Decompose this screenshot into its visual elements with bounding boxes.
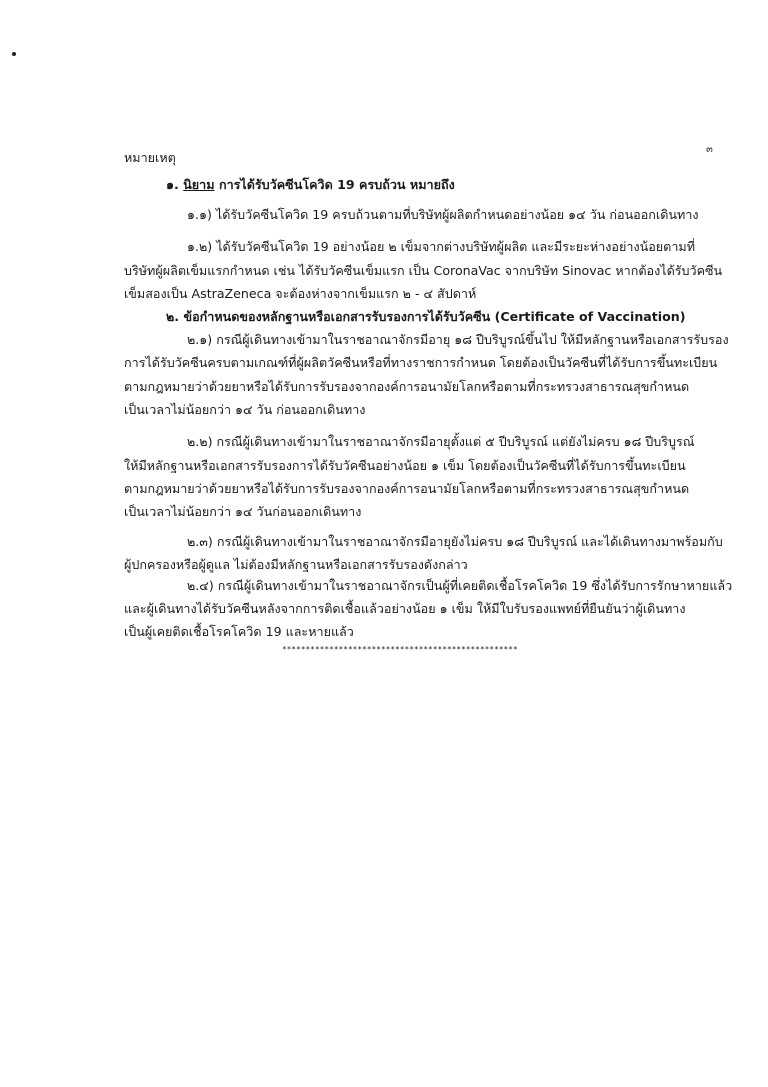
page-number: ๓ — [706, 144, 713, 155]
section1-item1: ๑.๑) ได้รับวัคซีนโควิด 19 ครบถ้วนตามที่บริษัทผู้ผลิตกำหนดอย่างน้อย ๑๔ วัน ก่อนออกเดินทาง — [187, 207, 699, 222]
section2-item2-line2: ให้มีหลักฐานหรือเอกสารรับรองการได้รับวัคซีนอย่างน้อย ๑ เข็ม โดยต้องเป็นวัคซีนที่ได้รับการขึ้นทะเบียน — [124, 458, 686, 473]
end-divider: ************************************************** — [282, 645, 518, 654]
section2-item3-line2: ผู้ปกครองหรือผู้ดูแล ไม่ต้องมีหลักฐานหรือเอกสารรับรองดังกล่าว — [124, 557, 468, 572]
section1-term: นิยาม — [183, 177, 215, 192]
section2-item4-line1: ๒.๔) กรณีผู้เดินทางเข้ามาในราชอาณาจักรเป็นผู้ที่เคยติดเชื้อโรคโควิด 19 ซึ่งได้รับการรักษาหายแล้ว — [187, 578, 733, 593]
section2-item2-line1: ๒.๒) กรณีผู้เดินทางเข้ามาในราชอาณาจักรมีอายุตั้งแต่ ๕ ปีบริบูรณ์ แต่ยังไม่ครบ ๑๘ ปีบริบูรณ์ — [187, 434, 695, 449]
section1-item2-line1: ๑.๒) ได้รับวัคซีนโควิด 19 อย่างน้อย ๒ เข็มจากต่างบริษัทผู้ผลิต และมีระยะห่างอย่างน้อยตามที่ — [187, 239, 696, 254]
section1-item2-line2: บริษัทผู้ผลิตเข็มแรกกำหนด เช่น ได้รับวัคซีนเข็มแรก เป็น CoronaVac จากบริษัท Sinovac หากต้องได้รับวัคซีน — [124, 263, 723, 278]
section2-item2-line3: ตามกฎหมายว่าด้วยยาหรือได้รับการรับรองจากองค์การอนามัยโลกหรือตามที่กระทรวงสาธารณสุขกำหนด — [124, 481, 690, 496]
section2-item1-line4: เป็นเวลาไม่น้อยกว่า ๑๔ วัน ก่อนออกเดินทาง — [124, 402, 366, 417]
remark-heading: หมายเหตุ — [124, 150, 176, 165]
section1-title: การได้รับวัคซีนโควิด 19 ครบถ้วน หมายถึง — [218, 177, 455, 192]
section1-heading — [166, 177, 455, 193]
section1-number: ๑. — [166, 177, 179, 192]
section1-item2-line3: เข็มสองเป็น AstraZeneca จะต้องห่างจากเข็มแรก ๒ - ๔ สัปดาห์ — [124, 286, 477, 301]
scan-mark — [12, 52, 16, 56]
section2-item2-line4: เป็นเวลาไม่น้อยกว่า ๑๔ วันก่อนออกเดินทาง — [124, 504, 362, 519]
section2-item1-line2: การได้รับวัคซีนครบตามเกณฑ์ที่ผู้ผลิตวัคซีนหรือที่ทางราชการกำหนด โดยต้องเป็นวัคซีนที่ได้รับการขึ้นทะเบียน — [124, 355, 718, 370]
section2-heading: ๒. ข้อกำหนดของหลักฐานหรือเอกสารรับรองการได้รับวัคซีน (Certificate of Vaccination) — [166, 309, 686, 324]
section2-item3-line1: ๒.๓) กรณีผู้เดินทางเข้ามาในราชอาณาจักรมีอายุยังไม่ครบ ๑๘ ปีบริบูรณ์ และได้เดินทางมาพร้อมกับ — [187, 534, 723, 549]
section2-item4-line2: และผู้เดินทางได้รับวัคซีนหลังจากการติดเชื้อแล้วอย่างน้อย ๑ เข็ม ให้มีใบรับรองแพทย์ที่ยืนยันว่าผู้เดินทาง — [124, 601, 686, 616]
section2-item4-line3: เป็นผู้เคยติดเชื้อโรคโควิด 19 และหายแล้ว — [124, 624, 354, 639]
section2-item1-line3: ตามกฎหมายว่าด้วยยาหรือได้รับการรับรองจากองค์การอนามัยโลกหรือตามที่กระทรวงสาธารณสุขกำหนด — [124, 379, 690, 394]
section2-item1-line1: ๒.๑) กรณีผู้เดินทางเข้ามาในราชอาณาจักรมีอายุ ๑๘ ปีบริบูรณ์ขึ้นไป ให้มีหลักฐานหรือเอกสารรับรอง — [187, 332, 729, 347]
